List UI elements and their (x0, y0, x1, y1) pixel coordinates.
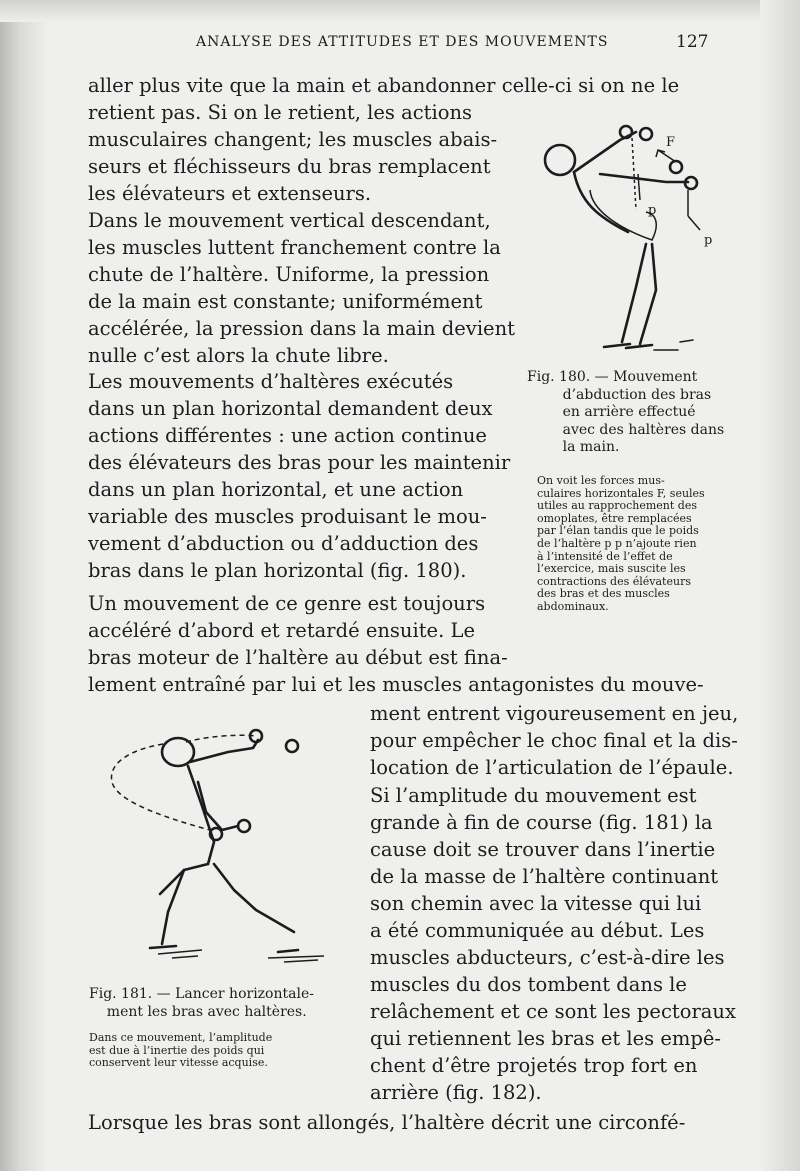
foot-front (278, 950, 298, 952)
dumbbell-plate (238, 820, 250, 832)
paragraph-6: Lorsque les bras sont allongés, l’haltère décrit une circonfé- (88, 1111, 686, 1134)
running-title: ANALYSE DES ATTITUDES ET DES MOUVEMENTS (196, 34, 609, 50)
arm-top (190, 740, 258, 762)
figure-181-caption: Fig. 181. — Lancer horizontale- ment les bras avec haltères. (89, 986, 314, 1020)
dumbbell-plate (670, 161, 682, 173)
ground-mark (680, 340, 693, 342)
weight-label-near: p (648, 203, 657, 218)
forearm-near (600, 174, 688, 182)
figure-180-illustration (528, 112, 728, 362)
paragraph-1: aller plus vite que la main et abandonner celle-ci si on ne le retient pas. Si on le retient, les actions musculaires changent; les muscles abais- seurs et fléchisseurs du bras remplacent les élévateurs et extenseurs. (88, 74, 680, 205)
leg-near (622, 244, 646, 342)
force-dashes (632, 138, 636, 210)
head-shape (545, 145, 575, 175)
ground-mark (268, 956, 324, 958)
paragraph-4-bottom: ment entrent vigoureusement en jeu, pour empêcher le choc final et la dis- location de l’articulation de l’épaule. (370, 702, 739, 779)
arm-lower (198, 782, 238, 830)
figure-180-note: On voit les forces mus- culaires horizontales F, seules utiles au rapprochement des omoplates, être remplacées par l’élan tandis que le poids de l’haltère p p n’ajoute rien à l’intensité de l’effet de l’exercice, mais suscite les contractions des élévateurs des bras et des muscles abdominaux. (537, 474, 705, 613)
figure-180-caption: Fig. 180. — Mouvement d’abduction des bras en arrière effectué avec des haltères dans la main. (527, 369, 725, 455)
swing-trajectory-top (186, 735, 256, 742)
ground-mark (158, 950, 202, 954)
page-number: 127 (676, 32, 709, 52)
force-arrow (658, 150, 676, 162)
back-line (574, 172, 628, 232)
dumbbell-plate (286, 740, 298, 752)
ground-mark (284, 960, 318, 962)
foot-near (604, 344, 630, 347)
page-shadow-top (0, 0, 800, 22)
paragraph-2: Dans le mouvement vertical descendant, les muscles luttent franchement contre la chute de l’haltère. Uniforme, la pression de la main est constante; uniformément accélérée, la pression dans la main devient nulle c’est alors la chute libre. (88, 209, 515, 367)
leg-front (214, 864, 294, 932)
figure-181-note: Dans ce mouvement, l’amplitude est due à l’inertie des poids qui conservent leur vitesse acquise. (89, 1031, 273, 1070)
paragraph-5: Si l’amplitude du mouvement est grande à fin de course (fig. 181) la cause doit se trouver dans l’inertie de la masse de l’haltère continuant son chemin avec la vitesse qui lui a été communiquée au début. Les muscles abducteurs, c’est-à-dire les muscles du dos tombent dans le relâchement et ce sont les pectoraux qui retiennent les bras et les empê- chent d’être projetés trop fort en arrière (fig. 182). (370, 784, 736, 1104)
paragraph-4-top: Un mouvement de ce genre est toujours accéléré d’abord et retardé ensuite. Le bras moteur de l’haltère au début est fina- lement entraîné par lui et les muscles antagonistes du mouve- (88, 592, 704, 696)
paragraph-3: Les mouvements d’haltères exécutés dans un plan horizontal demandent deux actions différentes : une action continue des élévateurs des bras pour les maintenir dans un plan horizontal, et une action variable des muscles produisant le mou- vement d’abduction ou d’adduction des bras dans le plan horizontal (fig. 180). (88, 370, 511, 582)
page-shadow-right (760, 0, 800, 1171)
weight-label-far: p (704, 233, 713, 248)
page-shadow-left (0, 0, 48, 1171)
foot-far (626, 345, 652, 348)
leg-back (160, 864, 208, 894)
dumbbell-plate (640, 128, 652, 140)
force-label: F (666, 135, 676, 150)
figure-181-illustration (98, 722, 338, 972)
force-arrow (688, 216, 700, 230)
foot-back (150, 946, 176, 948)
ground-mark (172, 956, 198, 958)
